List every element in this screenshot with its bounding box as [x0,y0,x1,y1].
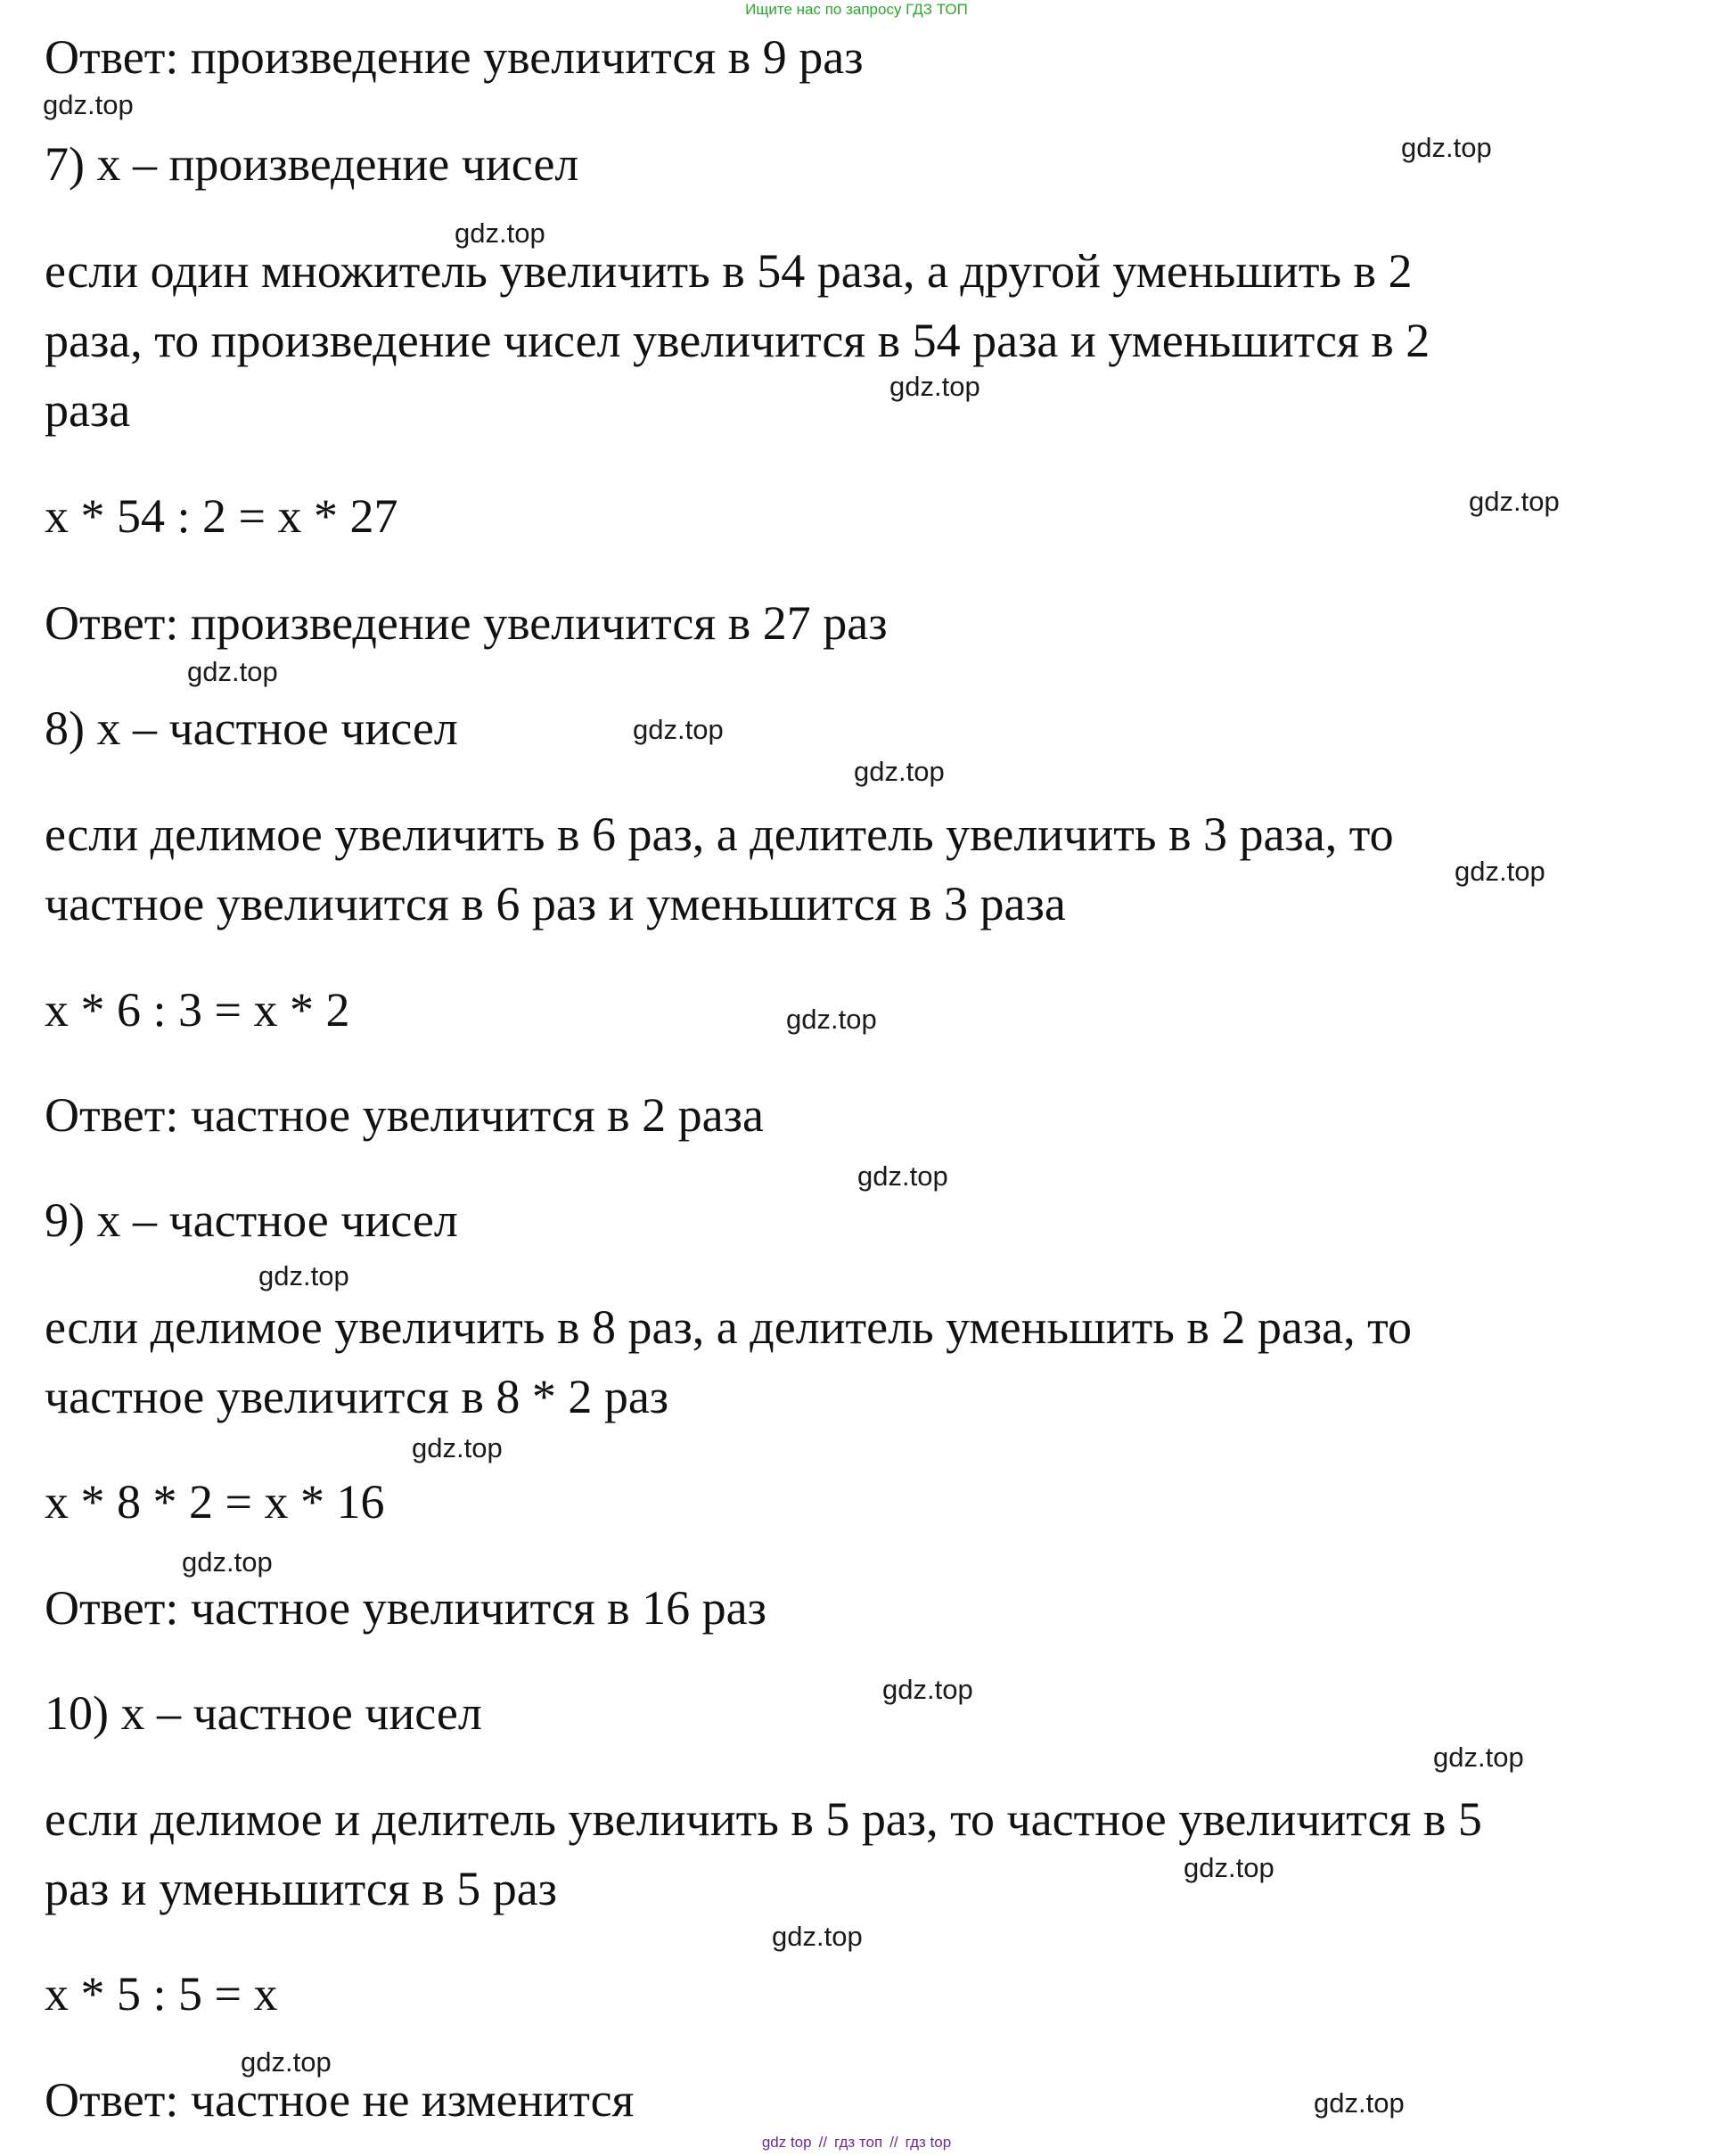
watermark: gdz.top [1314,2087,1405,2119]
watermark: gdz.top [1184,1852,1275,1883]
task-10-heading: 10) х – частное чисел [45,1686,482,1740]
task-9-formula: х * 8 * 2 = х * 16 [45,1475,385,1529]
footer-link-gdz-top[interactable]: gdz top [761,2134,812,2151]
task-7-text-line-1: если один множитель увеличить в 54 раза, а другой уменьшить в 2 [45,244,1413,298]
footer-link-gdz-top-ru[interactable]: гдз топ [834,2134,883,2151]
watermark: gdz.top [455,217,545,249]
task-8-answer: Ответ: частное увеличится в 2 раза [45,1088,764,1142]
watermark: gdz.top [412,1432,503,1463]
task-9-text-line-1: если делимое увеличить в 8 раз, а делитель уменьшить в 2 раза, то [45,1300,1412,1354]
task-7-text-line-2: раза, то произведение чисел увеличится в 54 раза и уменьшится в 2 [45,314,1430,367]
task-9-text-line-2: частное увеличится в 8 * 2 раз [45,1370,669,1423]
watermark: gdz.top [772,1921,863,1952]
watermark: gdz.top [882,1674,973,1705]
watermark: gdz.top [854,756,945,787]
header-search-note: Ищите нас по запросу ГДЗ ТОП [745,1,968,18]
task-8-formula: х * 6 : 3 = х * 2 [45,983,350,1037]
task-10-text-line-2: раз и уменьшится в 5 раз [45,1862,557,1915]
task-7-formula: х * 54 : 2 = х * 27 [45,489,398,543]
footer-links [0,2132,1713,2153]
task-7-answer: Ответ: произведение увеличится в 27 раз [45,596,888,650]
watermark: gdz.top [182,1546,273,1578]
watermark: gdz.top [187,656,278,687]
task-7-heading: 7) х – произведение чисел [45,137,579,191]
task-10-text-line-1: если делимое и делитель увеличить в 5 раз, то частное увеличится в 5 [45,1792,1482,1846]
watermark: gdz.top [889,371,980,402]
task-9-answer: Ответ: частное увеличится в 16 раз [45,1581,766,1635]
watermark: gdz.top [786,1004,877,1035]
footer-separator: // [889,2134,898,2151]
task-7-text-line-3: раза [45,383,131,437]
task-8-heading: 8) х – частное чисел [45,701,458,755]
task-8-text-line-1: если делимое увеличить в 6 раз, а делитель увеличить в 3 раза, то [45,807,1394,861]
watermark: gdz.top [1401,132,1492,163]
watermark: gdz.top [633,714,724,745]
task-10-formula: х * 5 : 5 = х [45,1967,278,2021]
watermark: gdz.top [1469,486,1560,517]
task-9-heading: 9) х – частное чисел [45,1193,458,1247]
footer-separator: // [818,2134,828,2151]
watermark: gdz.top [241,2046,332,2078]
task-10-answer: Ответ: частное не изменится [45,2073,635,2127]
watermark: gdz.top [258,1260,349,1291]
footer-link-gdz-top-mixed[interactable]: гдз top [905,2134,952,2151]
watermark: gdz.top [1433,1742,1524,1773]
answer-line-6: Ответ: произведение увеличится в 9 раз [45,30,864,84]
watermark: gdz.top [1455,856,1545,887]
task-8-text-line-2: частное увеличится в 6 раз и уменьшится в 3 раза [45,877,1066,930]
watermark: gdz.top [43,89,134,120]
watermark: gdz.top [857,1160,948,1192]
